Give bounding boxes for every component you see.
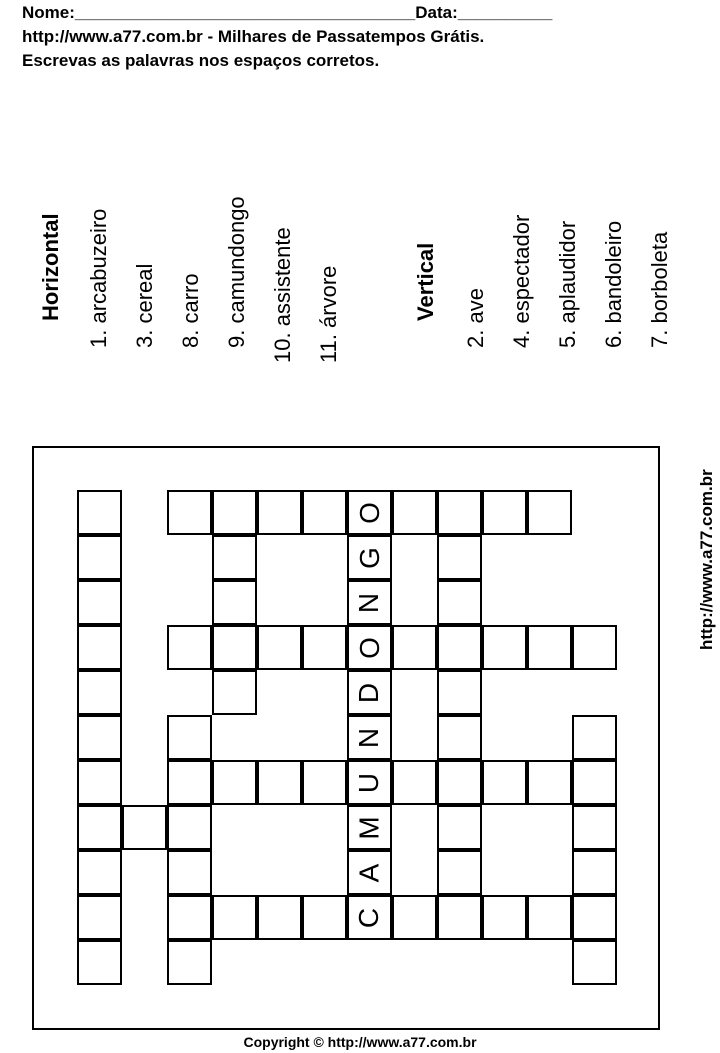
- grid-cell[interactable]: [167, 715, 212, 760]
- grid-cell[interactable]: [392, 625, 437, 670]
- clue-vertical-7: 7. borboleta: [647, 231, 672, 348]
- grid-cell[interactable]: [212, 760, 257, 805]
- grid-cell[interactable]: [572, 850, 617, 895]
- grid-cell[interactable]: [257, 625, 302, 670]
- grid-cell[interactable]: [77, 535, 122, 580]
- clue-horizontal-1: 1. arcabuzeiro: [86, 208, 111, 348]
- grid-cell[interactable]: [392, 895, 437, 940]
- clue-horizontal-8: 8. carro: [178, 273, 203, 348]
- grid-cell[interactable]: [212, 535, 257, 580]
- clue-vertical-6: 6. bandoleiro: [601, 220, 626, 348]
- grid-cell[interactable]: [122, 805, 167, 850]
- grid-cell[interactable]: [482, 760, 527, 805]
- grid-cell[interactable]: [302, 625, 347, 670]
- vertical-title: Vertical: [413, 242, 438, 321]
- grid-cell[interactable]: [437, 760, 482, 805]
- instructions: Escrevas as palavras nos espaços corretos.: [22, 51, 380, 70]
- grid-cell[interactable]: [347, 670, 392, 715]
- horizontal-title: Horizontal: [38, 213, 63, 321]
- grid-cell[interactable]: [347, 715, 392, 760]
- grid-cell[interactable]: [77, 490, 122, 535]
- grid-cell[interactable]: [527, 895, 572, 940]
- grid-cell[interactable]: [167, 625, 212, 670]
- grid-cell[interactable]: [167, 805, 212, 850]
- grid-cell[interactable]: [437, 895, 482, 940]
- grid-cell[interactable]: [482, 895, 527, 940]
- grid-cell[interactable]: [212, 670, 257, 715]
- grid-cell[interactable]: [77, 580, 122, 625]
- grid-cell[interactable]: [347, 895, 392, 940]
- clue-horizontal-9: 9. camundongo: [224, 196, 249, 348]
- site-line: http://www.a77.com.br - Milhares de Passatempos Grátis.: [22, 27, 485, 46]
- grid-cell[interactable]: [212, 895, 257, 940]
- grid-letter-text: G: [353, 546, 385, 569]
- clue-vertical-4: 4. espectador: [509, 214, 534, 348]
- grid-cell[interactable]: [77, 760, 122, 805]
- grid-cell[interactable]: [212, 625, 257, 670]
- grid-cell[interactable]: [77, 625, 122, 670]
- grid-cell[interactable]: [572, 625, 617, 670]
- grid-letter-text: A: [353, 863, 385, 882]
- grid-cell[interactable]: [437, 805, 482, 850]
- grid-cell[interactable]: [572, 895, 617, 940]
- grid-cell[interactable]: [212, 490, 257, 535]
- grid-letter-text: O: [353, 636, 385, 659]
- clue-vertical-2: 2. ave: [463, 288, 488, 348]
- grid-cell[interactable]: [392, 760, 437, 805]
- grid-cell[interactable]: [437, 580, 482, 625]
- grid-cell[interactable]: [437, 715, 482, 760]
- grid-cell[interactable]: [347, 625, 392, 670]
- clue-vertical-5: 5. aplaudidor: [555, 220, 580, 348]
- grid-cell[interactable]: [527, 625, 572, 670]
- grid-cell[interactable]: [347, 535, 392, 580]
- grid-cell[interactable]: [572, 940, 617, 985]
- grid-cell[interactable]: [167, 940, 212, 985]
- grid-letter-text: N: [353, 592, 385, 613]
- grid-cell[interactable]: [257, 895, 302, 940]
- grid-cell[interactable]: [77, 805, 122, 850]
- grid-cell[interactable]: [572, 715, 617, 760]
- grid-cell[interactable]: [572, 760, 617, 805]
- clue-horizontal-3: 3. cereal: [132, 263, 157, 348]
- grid-cell[interactable]: [302, 895, 347, 940]
- grid-cell[interactable]: [212, 580, 257, 625]
- grid-cell[interactable]: [437, 670, 482, 715]
- grid-cell[interactable]: [302, 760, 347, 805]
- grid-cell[interactable]: [437, 850, 482, 895]
- grid-letter-text: M: [353, 815, 385, 840]
- grid-cell[interactable]: [347, 805, 392, 850]
- grid-cell[interactable]: [437, 490, 482, 535]
- grid-cell[interactable]: [167, 760, 212, 805]
- grid-cell[interactable]: [482, 490, 527, 535]
- grid-letter-text: C: [353, 907, 385, 928]
- grid-cell[interactable]: [77, 850, 122, 895]
- grid-cell[interactable]: [167, 490, 212, 535]
- grid-cell[interactable]: [167, 850, 212, 895]
- grid-cell[interactable]: [257, 490, 302, 535]
- grid-cell[interactable]: [257, 760, 302, 805]
- grid-cell[interactable]: [392, 490, 437, 535]
- grid-cell[interactable]: [347, 490, 392, 535]
- grid-letter-text: U: [353, 772, 385, 793]
- grid-cell[interactable]: [77, 940, 122, 985]
- name-date-line: Nome:____________________________________Data:__________: [22, 3, 553, 22]
- grid-cell[interactable]: [77, 715, 122, 760]
- grid-cell[interactable]: [302, 490, 347, 535]
- grid-cell[interactable]: [527, 490, 572, 535]
- grid-cell[interactable]: [167, 895, 212, 940]
- grid-cell[interactable]: [572, 805, 617, 850]
- clue-horizontal-10: 10. assistente: [270, 227, 295, 363]
- grid-cell[interactable]: [77, 895, 122, 940]
- grid-cell[interactable]: [347, 760, 392, 805]
- grid-cell[interactable]: [437, 625, 482, 670]
- grid-cell[interactable]: [437, 535, 482, 580]
- grid-cell[interactable]: [482, 625, 527, 670]
- copyright: Copyright © http://www.a77.com.br: [243, 1034, 477, 1050]
- grid-letter-text: N: [353, 727, 385, 748]
- grid-cell[interactable]: [347, 850, 392, 895]
- side-url: http://www.a77.com.br: [697, 469, 716, 650]
- grid-cell[interactable]: [347, 580, 392, 625]
- grid-cell[interactable]: [77, 670, 122, 715]
- grid-cell[interactable]: [527, 760, 572, 805]
- grid-letter-text: O: [353, 501, 385, 524]
- clue-horizontal-11: 11. árvore: [316, 265, 341, 363]
- grid-letter-text: D: [353, 682, 385, 703]
